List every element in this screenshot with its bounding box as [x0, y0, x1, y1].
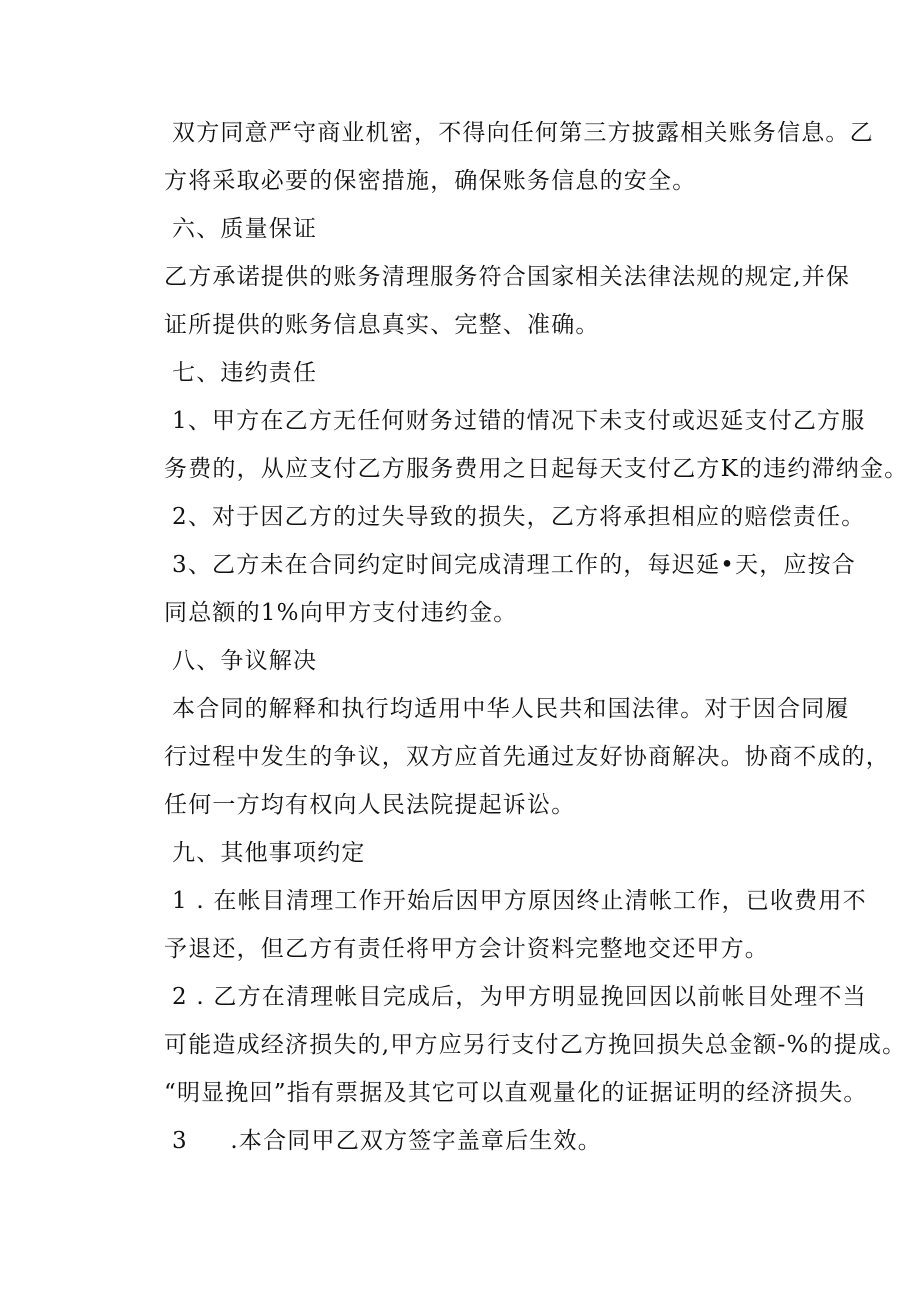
para-dispute-line-3: 任何一方均有权向人民法院提起诉讼。: [164, 792, 576, 818]
clause-other-2-line-2: 可能造成经济损失的,甲方应另行支付乙方挽回损失总金额-%的提成。: [164, 1032, 907, 1058]
clause-breach-1-line-2: 务费的，从应支付乙方服务费用之日起每天支付乙方K的违约滞纳金。: [164, 456, 909, 482]
section-heading-breach: 七、违约责任: [172, 360, 318, 386]
section-heading-dispute: 八、争议解决: [172, 648, 318, 674]
para-confidentiality-line-2: 方将采取必要的保密措施，确保账务信息的安全。: [164, 168, 697, 194]
clause-breach-2: 2、对于因乙方的过失导致的损失，乙方将承担相应的赔偿责任。: [172, 504, 866, 530]
para-dispute-line-1: 本合同的解释和执行均适用中华人民共和国法律。对于因合同履: [172, 696, 850, 722]
clause-other-1-line-1: 1 . 在帐目清理工作开始后因甲方原因终止清帐工作，已收费用不: [172, 888, 867, 914]
para-quality-line-2: 证所提供的账务信息真实、完整、准确。: [164, 312, 600, 338]
para-quality-line-1: 乙方承诺提供的账务清理服务符合国家相关法律法规的规定,并保: [164, 264, 851, 290]
clause-breach-1-line-1: 1、甲方在乙方无任何财务过错的情况下未支付或迟延支付乙方服: [172, 408, 866, 434]
para-confidentiality-line-1: 双方同意严守商业机密，不得向任何第三方披露相关账务信息。乙: [172, 120, 874, 146]
section-heading-quality: 六、质量保证: [172, 216, 318, 242]
clause-breach-3-line-1: 3、乙方未在合同约定时间完成清理工作的，每迟延•天，应按合: [172, 552, 856, 578]
clause-other-3: 3 .本合同甲乙双方签字盖章后生效。: [172, 1128, 602, 1154]
clause-other-1-line-2: 予退还，但乙方有责任将甲方会计资料完整地交还甲方。: [164, 936, 769, 962]
clause-other-2-line-1: 2 . 乙方在清理帐目完成后，为甲方明显挽回因以前帐目处理不当: [172, 984, 867, 1010]
para-dispute-line-2: 行过程中发生的争议，双方应首先通过友好协商解决。协商不成的，: [164, 744, 890, 770]
section-heading-other: 九、其他事项约定: [172, 840, 366, 866]
clause-breach-3-line-2: 同总额的1%向甲方支付违约金。: [164, 600, 518, 626]
clause-other-2-line-3: “明显挽回”指有票据及其它可以直观量化的证据证明的经济损失。: [164, 1080, 868, 1106]
